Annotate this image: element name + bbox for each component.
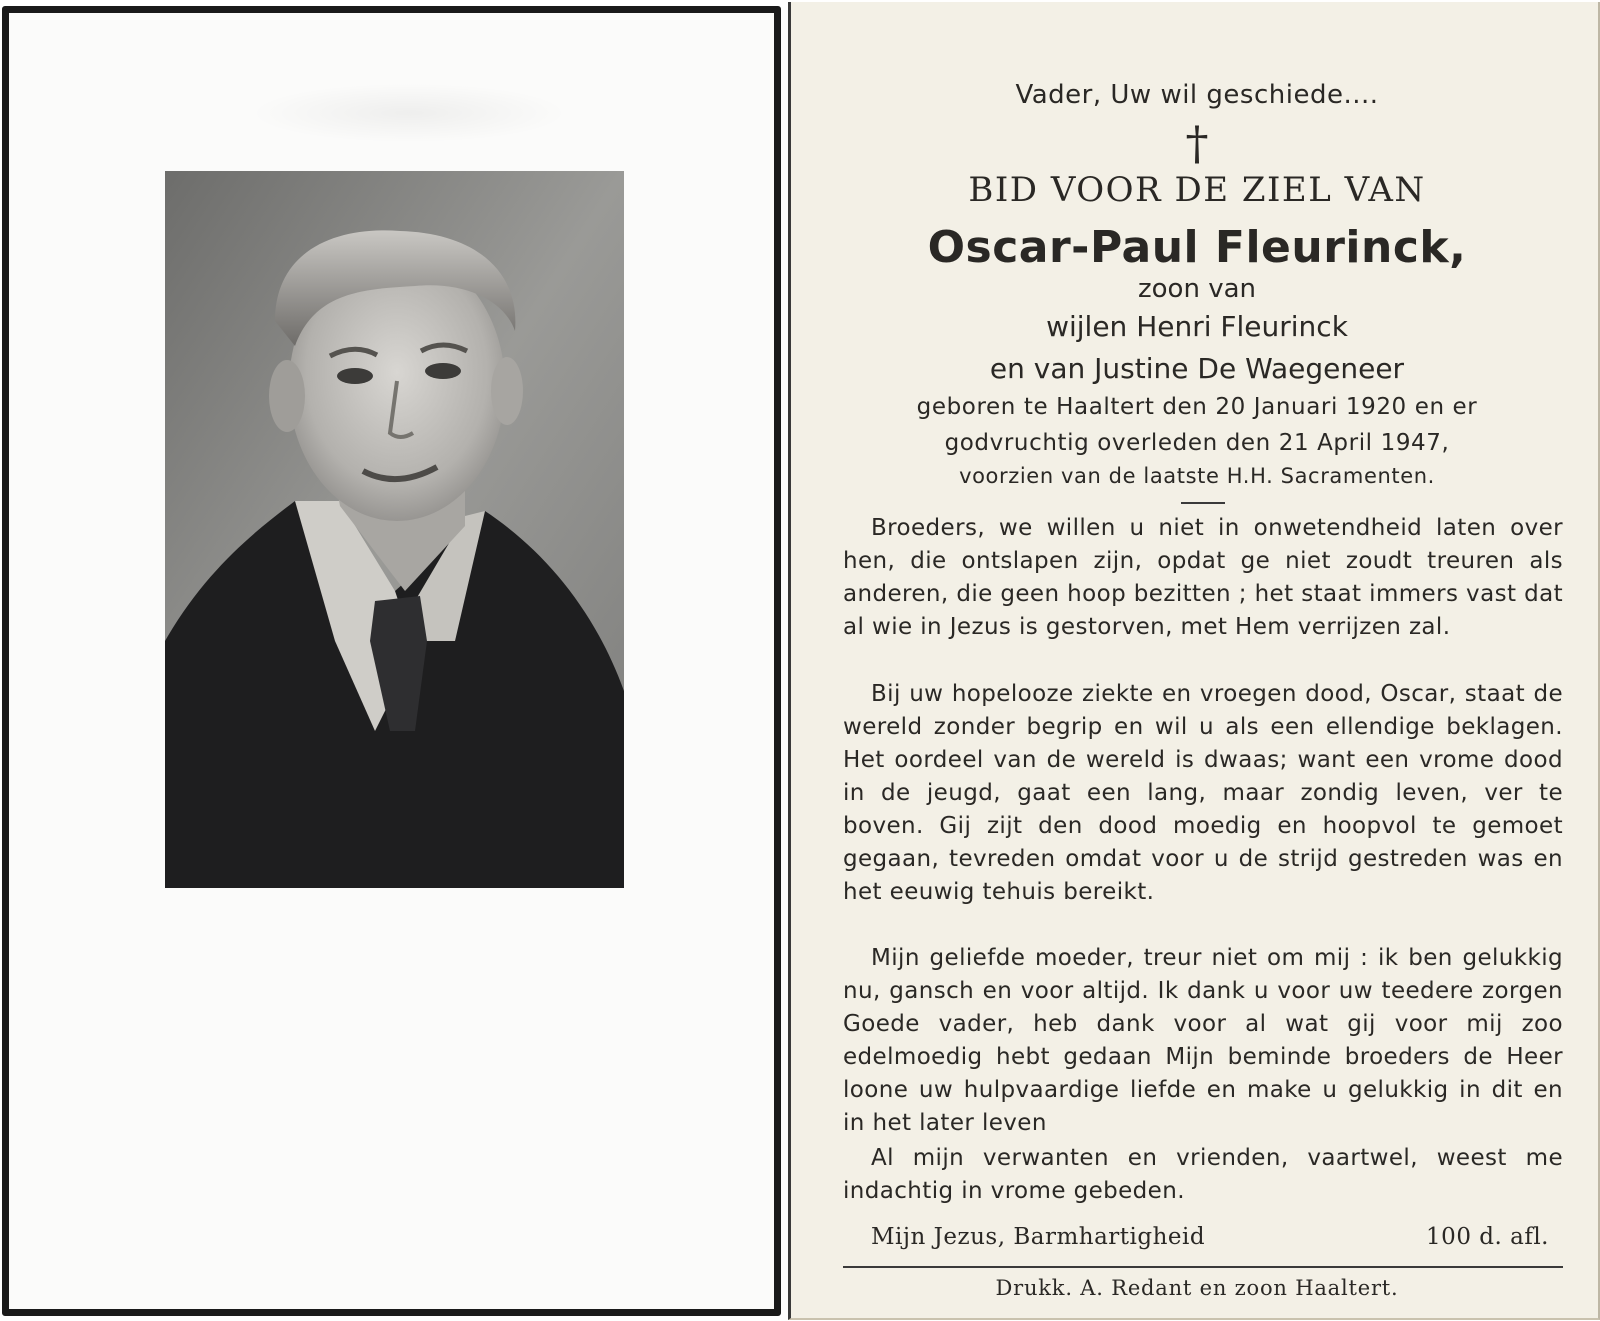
eye-right [425,363,461,379]
indulgence: 100 d. afl. [1426,1224,1549,1250]
deceased-name: Oscar-Paul Fleurinck, [927,222,1467,273]
ear-left [269,360,305,432]
printer-imprint: Drukk. A. Redant en zoon Haaltert. [995,1276,1399,1300]
relation-line: zoon van [1137,274,1256,304]
birth-line: geboren te Haaltert den 20 Januari 1920 en er [916,394,1478,420]
paragraph-parents: Mijn geliefde moeder, treur niet om mij : ik ben gelukkig nu, gansch en voor altijd. Ik dank u voor uw teedere zorgen Goede vader, heb dank voor al wat gij voor mij zoo edelmoedig hebt gedaan Mijn beminde broeders de Heer loone uw hulpvaardige liefde en make u gelukkig in dit en in het later leven [843,945,1563,1136]
prayer-heading: BID VOOR DE ZIEL VAN [968,170,1426,210]
portrait-photo [165,171,624,888]
eye-left [337,368,373,384]
text-card [788,2,1600,1320]
paragraph-scripture: Broeders, we willen u niet in onwetendheid laten over hen, die ontslapen zijn, opdat ge niet zoudt treuren als anderen, die geen hoop bezitten ; het staat immers vast dat al wie in Jezus is gestorven, met Hem verrijzen zal. [843,515,1563,640]
invocation: Mijn Jezus, Barmhartigheid [871,1224,1206,1250]
paper-smudge [249,83,569,143]
portrait-illustration [165,171,624,888]
ear-right [491,357,523,425]
cross-icon: † [1185,116,1209,170]
father-line: wijlen Henri Fleurinck [1046,310,1348,343]
motto: Vader, Uw wil geschiede.... [1015,80,1379,110]
mother-line: en van Justine De Waegeneer [989,352,1405,385]
photo-card [2,6,781,1316]
section-divider [1181,502,1225,504]
paragraph-oscar: Bij uw hopelooze ziekte en vroegen dood, Oscar, staat de wereld zonder begrip en wil u als een ellendige beklagen. Het oordeel van de wereld is dwaas; want een vrome dood in de jeugd, gaat een lang, maar zondig leven, ver te boven. Gij zijt den dood moedig en hoopvol te gemoet gegaan, tevreden omdat voor u de strijd gestreden was en het eeuwig tehuis bereikt. [843,681,1563,905]
footer-rule [843,1266,1563,1268]
death-line: godvruchtig overleden den 21 April 1947, [944,430,1450,456]
paragraph-farewell: Al mijn verwanten en vrienden, vaartwel, weest me indachtig in vrome gebeden. [843,1145,1563,1204]
sacraments-line: voorzien van de laatste H.H. Sacramenten. [959,464,1435,488]
